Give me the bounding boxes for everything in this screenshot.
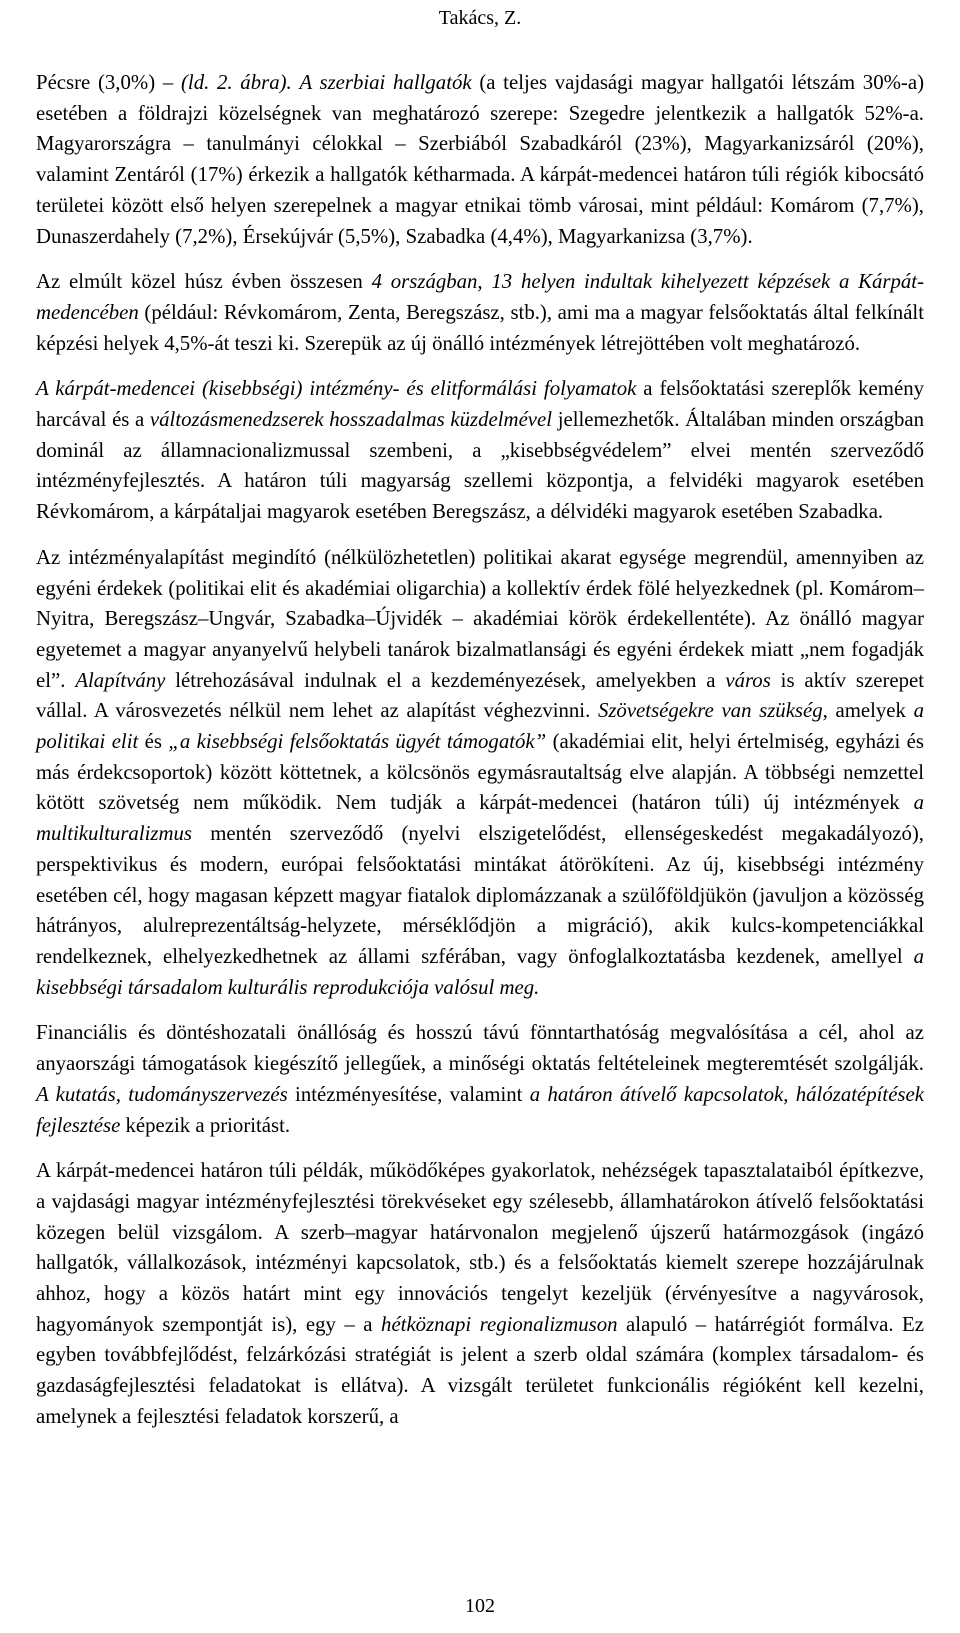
- paragraph-text: , amelyek: [822, 699, 914, 723]
- emphasized-text: a kisebbségi társadalom kulturális reprodukciója valósul meg.: [36, 944, 924, 999]
- article-body: [36, 68, 924, 1448]
- running-head: Takács, Z.: [438, 7, 522, 29]
- emphasized-text: a politikai elit: [36, 699, 924, 754]
- emphasized-text: (ld. 2. ábra).: [180, 71, 292, 94]
- paragraph-text: képezik a prioritást.: [120, 1113, 291, 1137]
- emphasized-text: A kutatás, tudományszervezés: [36, 1082, 288, 1106]
- emphasized-text: változásmenedzserek hosszadalmas küzdelmével: [149, 408, 553, 432]
- emphasized-text: 4 országban, 13 helyen indultak kihelyezett képzések a Kárpát-medencében: [36, 270, 924, 324]
- paragraph-text: létrehozásával indulnak el a kezdeményezések, amelyekben a: [165, 668, 726, 692]
- paragraph-text: Az elmúlt közel húsz évben összesen: [36, 270, 372, 294]
- emphasized-text: A szerbiai hallgatók: [299, 71, 472, 94]
- emphasized-text: a multikulturalizmus: [36, 791, 924, 846]
- paragraph-text: Az intézményalapítást megindító (nélkülözhetetlen) politikai akarat egysége megrendül, amennyiben az egyéni érdekek (politikai elit és akadémiai oligarchia) a kollektív érdek fölé helyezkednek (pl. Komárom–Nyitra, Beregszász–Ungvár, Szabadka–Újvidék – akadémiai körök érdekellentéte). Az önálló magyar egyetemet a magyar anyanyelvű helybeli tanárok bizalmatlansági és egyéni érdekek miatt „nem fogadják el”.: [36, 545, 924, 692]
- paragraph-text: A kárpát-medencei határon túli példák, működőképes gyakorlatok, nehézségek tapasztalataiból építkezve, a vajdasági magyar intézményfejlesztési törekvéseket egy szélesebb, államhatárokon átívelő felsőoktatási közegen belül vizsgálom. A szerb–magyar határvonalon megjelenő újszerű határmozgások (ingázó hallgatók, vállalkozások, intézményi kapcsolatok, stb.) és a felsőoktatás kiemelt szerepe hozzájárulnak ahhoz, hogy a közös határt mint egy innovációs tengelyt kezeljük (érvényesítve a nagyvárosok, hagyományok szempontját is), egy – a: [36, 1159, 924, 1336]
- emphasized-text: a határon átívelő kapcsolatok, hálózatépítések fejlesztése: [36, 1082, 924, 1137]
- emphasized-text: hétköznapi regionalizmuson: [381, 1312, 618, 1336]
- emphasized-text: A kárpát-medencei (kisebbségi) intézmény- és elitformálási folyamatok: [36, 377, 637, 401]
- paragraph-text: jellemezhetők. Általában minden országban dominál az államnacionalizmussal szembeni, a „kisebbségvédelem” elvei mentén szerveződő intézményfejlesztés. A határon túli magyarság szellemi központja, a felvidéki magyarok esetében Révkomárom, a kárpátaljai magyarok esetében Beregszász, a délvidéki magyarok esetében Szabadka.: [36, 408, 924, 524]
- emphasized-text: Alapítvány: [75, 668, 166, 692]
- body-paragraph: [36, 68, 924, 252]
- paragraph-text: Pécsre (3,0%) –: [36, 71, 181, 94]
- paragraph-text: (akadémiai elit, helyi értelmiség, egyházi és más érdekcsoportok) között köttetnek, a kölcsönös egymásrautaltság elve alapján. A többségi nemzettel kötött szövetség nem működik. Nem tudják a kárpát-medencei (határon túli) új intézmények: [36, 730, 924, 815]
- emphasized-text: „a kisebbségi felsőoktatás ügyét támogatók”: [168, 730, 547, 754]
- paragraph-text: intézményesítése, valamint: [287, 1082, 530, 1106]
- body-paragraph: [36, 1156, 924, 1432]
- paragraph-text: is aktív szerepet vállal. A városvezetés nélkül nem lehet az alapítást véghezvinni.: [36, 668, 925, 723]
- body-paragraph: [36, 543, 924, 1004]
- page-number: 102: [465, 1595, 495, 1617]
- body-paragraph: [36, 374, 924, 528]
- paragraph-text: és: [138, 730, 169, 754]
- paragraph-text: a felsőoktatási szereplők kemény harcával és a: [36, 377, 924, 432]
- emphasized-text: Szövetségekre van szükség: [597, 699, 823, 723]
- body-paragraph: [36, 1018, 924, 1141]
- paragraph-text: mentén szerveződő (nyelvi elszigetelődést, ellenségeskedést megakadályozó), perspektivikus és modern, európai felsőoktatási mintákat átörökíteni. Az új, kisebbségi intézmény esetében cél, hogy magasan képzett magyar fiatalok diplomázzanak a szülőföldjükön (javuljon a közösség hátrányos, alulreprezentáltság-helyzete, mérséklődjön a migráció), akik kulcs-kompetenciákkal rendelkeznek, elhelyezkedhetnek az állami szférában, vagy önfoglalkoztatásba kezdenek, amellyel: [36, 822, 924, 968]
- paragraph-text: alapuló – határrégiót formálva. Ez egyben továbbfejlődést, felzárkózási stratégiát is jelent a szerb oldal számára (komplex társadalom- és gazdaságfejlesztési feladatokat is ellátva). A vizsgált területet funkcionális régióként kell kezelni, amelynek a fejlesztési feladatok korszerű, a: [36, 1312, 924, 1428]
- body-paragraph: [36, 267, 924, 359]
- emphasized-text: város: [725, 668, 771, 692]
- paragraph-text: Financiális és döntéshozatali önállóság és hosszú távú fönntarthatóság megvalósítása a cél, ahol az anyaországi támogatások kiegészítő jellegűek, a minőségi oktatás feltételeinek megteremtését szolgálják.: [36, 1021, 924, 1076]
- paragraph-text: (a teljes vajdasági magyar hallgatói létszám 30%-a) esetében a földrajzi közelségnek van meghatározó szerepe: Szegedre jelentkezik a hallgatók 52%-a. Magyarországra – tanulmányi célokkal – Szerbiából Szabadkáról (23%), Magyarkanizsáról (20%), valamint Zentáról (17%) érkezik a hallgatók kétharmada. A kárpát-medencei határon túli régiók kibocsátó területei között első helyen szerepelnek a magyar etnikai tömb városai, mint például: Komárom (7,7%), Dunaszerdahely (7,2%), Érsekújvár (5,5%), Szabadka (4,4%), Magyarkanizsa (3,7%).: [36, 71, 925, 248]
- paragraph-text: (például: Révkomárom, Zenta, Beregszász, stb.), ami ma a magyar felsőoktatás által felkínált képzési helyek 4,5%-át teszi ki. Szerepük az új önálló intézmények létrejöttében volt meghatározó.: [36, 300, 924, 355]
